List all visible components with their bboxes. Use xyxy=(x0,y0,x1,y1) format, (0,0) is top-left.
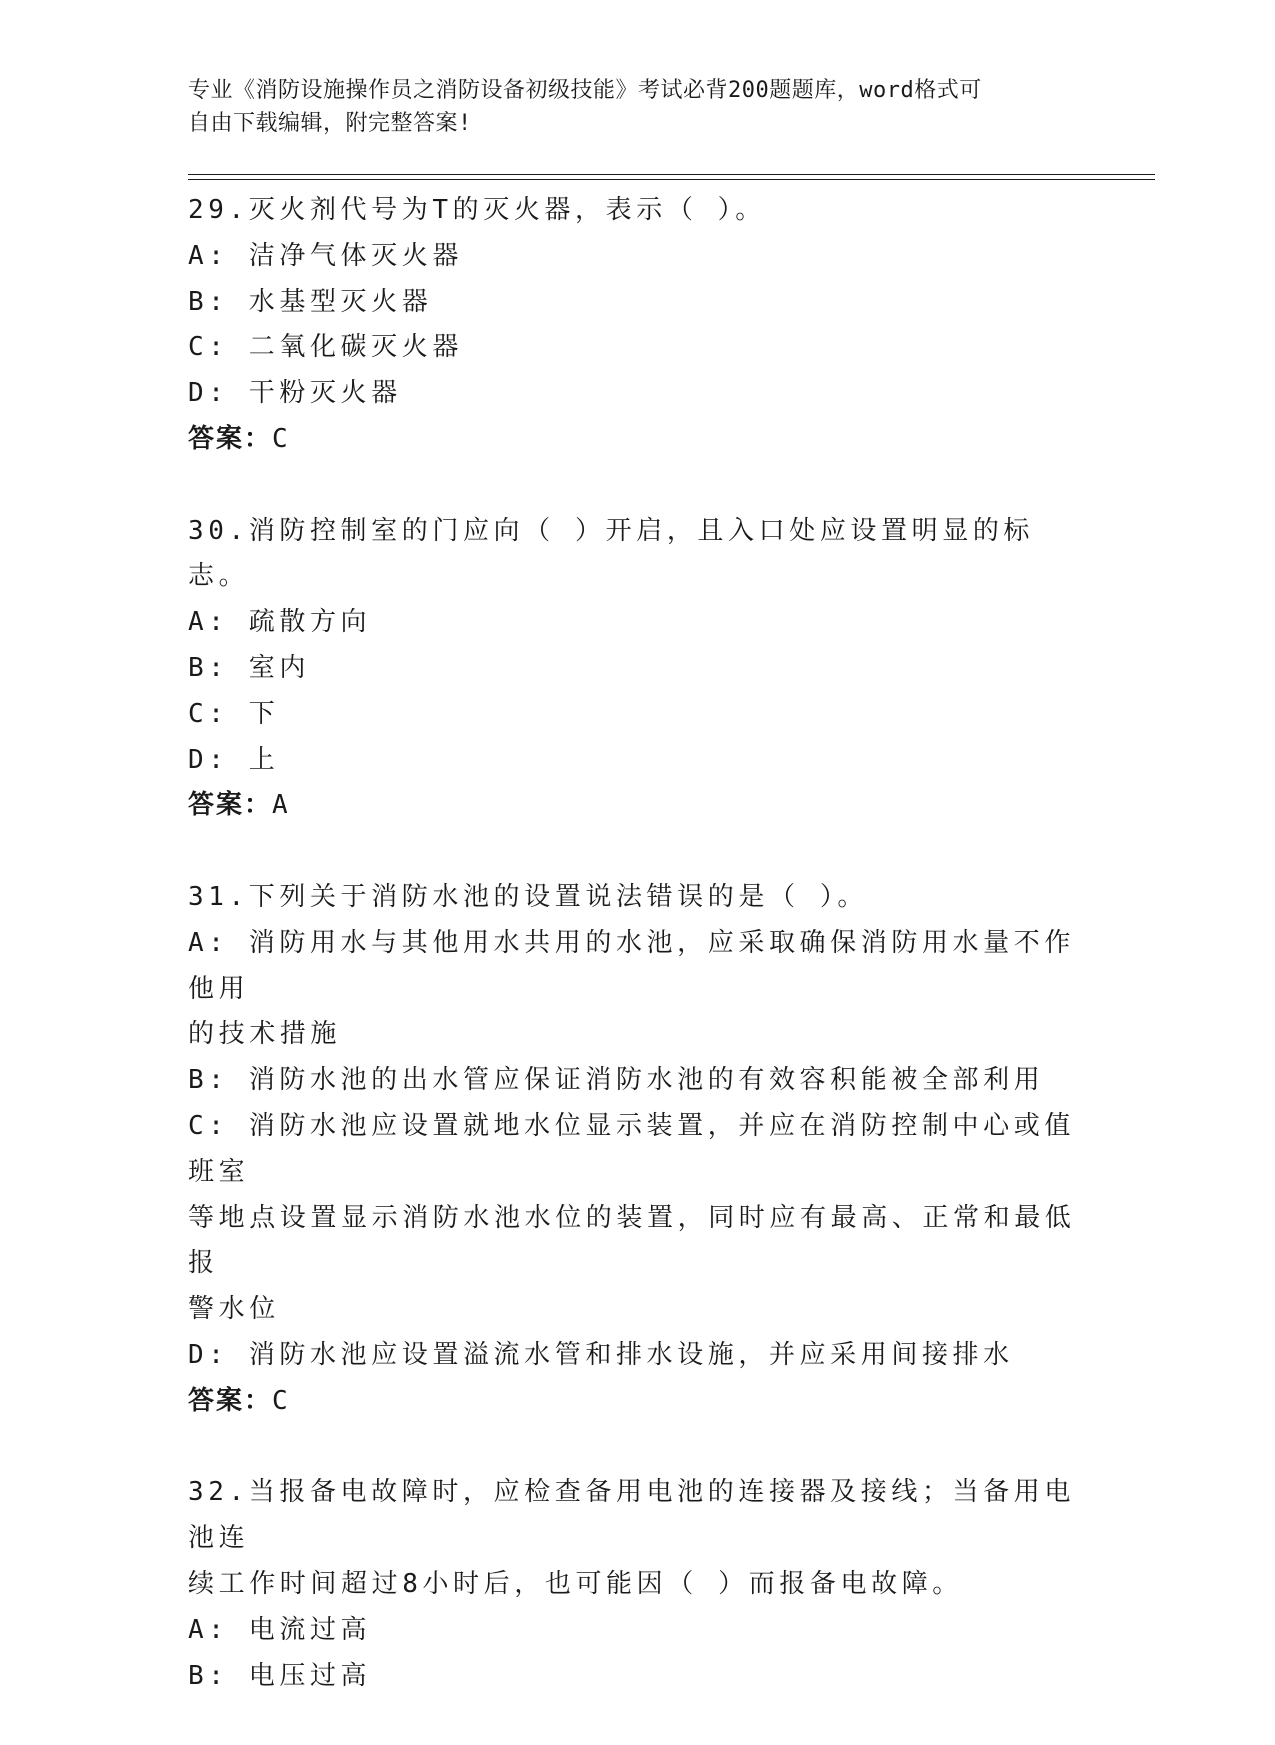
answer-label: 答案： xyxy=(188,790,273,821)
option-c-cont-1: 等地点设置显示消防水池水位的装置，同时应有最高、正常和最低报 xyxy=(188,1202,1076,1279)
question-31 xyxy=(188,875,1088,1425)
question-stem: 32.当报备电故障时，应检查备用电池的连接器及接线；当备用电池连 xyxy=(188,1477,1075,1554)
option-a: A: 消防用水与其他用水共用的水池，应采取确保消防用水量不作他用 xyxy=(188,927,1075,1004)
question-list xyxy=(188,188,1088,1745)
header-divider-top xyxy=(188,174,1155,175)
option-a: A: 疏散方向 xyxy=(188,607,372,638)
option-b: B: 室内 xyxy=(188,652,310,683)
option-b: B: 水基型灭火器 xyxy=(188,286,433,317)
header-divider-bottom xyxy=(188,179,1155,180)
question-29 xyxy=(188,188,1088,463)
option-a-cont: 的技术措施 xyxy=(188,1019,342,1050)
option-d: D: 干粉灭火器 xyxy=(188,378,402,409)
question-32 xyxy=(188,1470,1088,1699)
question-stem: 31.下列关于消防水池的设置说法错误的是（ ）。 xyxy=(188,881,869,912)
option-a: A: 电流过高 xyxy=(188,1614,372,1645)
answer-line xyxy=(188,417,1088,463)
question-stem: 29.灭火剂代号为T的灭火器，表示（ ）。 xyxy=(188,195,766,225)
question-stem: 30.消防控制室的门应向（ ）开启，且入口处应设置明显的标志。 xyxy=(188,515,1035,592)
option-c: C: 下 xyxy=(188,698,280,729)
answer-value: C xyxy=(272,423,293,454)
document-header xyxy=(188,74,1068,140)
option-d: D: 上 xyxy=(188,744,280,775)
option-b: B: 电压过高 xyxy=(188,1660,372,1691)
answer-line xyxy=(188,783,1088,829)
answer-label: 答案： xyxy=(188,423,273,454)
option-a: A: 洁净气体灭火器 xyxy=(188,240,463,271)
answer-value: A xyxy=(272,790,293,821)
option-c: C: 消防水池应设置就地水位显示装置，并应在消防控制中心或值班室 xyxy=(188,1110,1075,1187)
answer-label: 答案： xyxy=(188,1385,273,1416)
question-30 xyxy=(188,509,1088,830)
header-line-2: 自由下载编辑，附完整答案! xyxy=(188,111,472,136)
option-c: C: 二氧化碳灭火器 xyxy=(188,332,463,363)
answer-value: C xyxy=(272,1385,293,1416)
option-c-cont-2: 警水位 xyxy=(188,1294,280,1325)
option-d: D: 消防水池应设置溢流水管和排水设施，并应采用间接排水 xyxy=(188,1339,1014,1370)
answer-line xyxy=(188,1379,1088,1425)
option-b: B: 消防水池的出水管应保证消防水池的有效容积能被全部利用 xyxy=(188,1065,1045,1096)
header-line-1: 专业《消防设施操作员之消防设备初级技能》考试必背200题题库，word格式可 xyxy=(188,78,982,103)
question-stem-cont: 续工作时间超过8小时后，也可能因（ ）而报备电故障。 xyxy=(188,1568,963,1599)
